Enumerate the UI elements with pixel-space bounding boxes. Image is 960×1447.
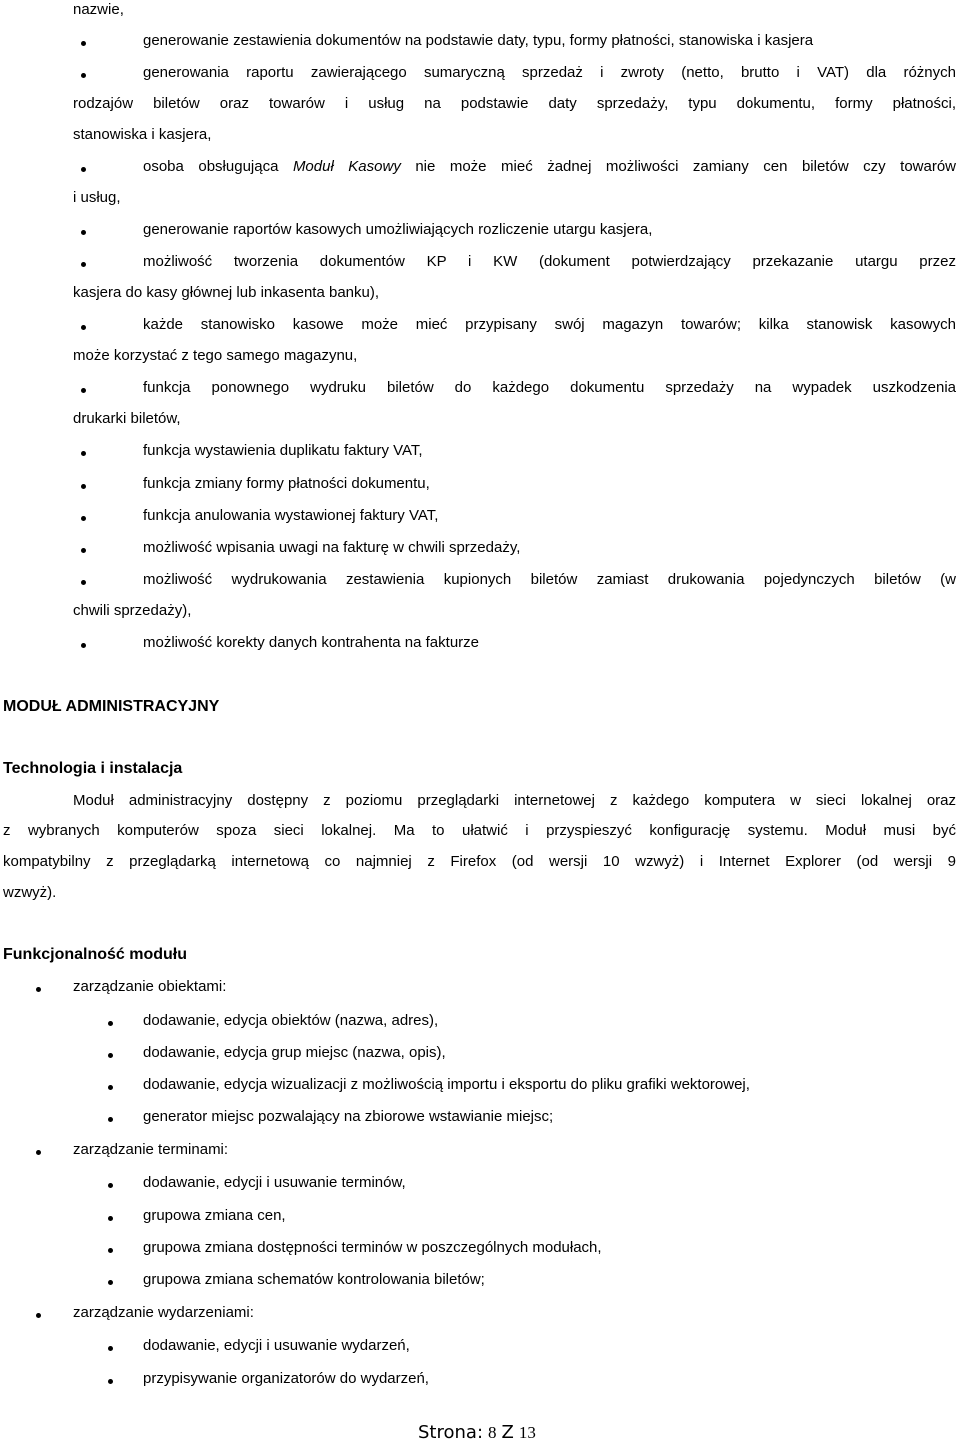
bullet-icon xyxy=(81,388,86,393)
bullet-icon xyxy=(81,73,86,78)
bullet-icon xyxy=(108,1053,113,1058)
list-item: funkcja ponownego wydruku biletów do każdego dokumentu sprzedaży na wypadek uszkodzenia xyxy=(143,379,956,396)
list-item: generowanie zestawienia dokumentów na podstawie daty, typu, formy płatności, stanowiska i kasjera xyxy=(143,32,814,49)
bullet-icon xyxy=(81,580,86,585)
list-item: generator miejsc pozwalający na zbiorowe wstawianie miejsc; xyxy=(143,1108,554,1125)
list-item: grupowa zmiana schematów kontrolowania biletów; xyxy=(143,1271,485,1288)
list-item-continuation: kasjera do kasy głównej lub inkasenta banku), xyxy=(73,284,380,301)
list-item: dodawanie, edycja grup miejsc (nazwa, opis), xyxy=(143,1044,446,1061)
bullet-icon xyxy=(81,548,86,553)
list-item: dodawanie, edycji i usuwanie terminów, xyxy=(143,1174,406,1191)
bullet-icon xyxy=(108,1248,113,1253)
bullet-icon xyxy=(36,1313,41,1318)
paragraph-line: z wybranych komputerów spoza sieci lokalnej. Ma to ułatwić i przyspieszyć konfigurację systemu. Moduł musi być xyxy=(3,822,956,839)
bullet-icon xyxy=(81,484,86,489)
section-title: MODUŁ ADMINISTRACYJNY xyxy=(3,698,220,715)
bullet-icon xyxy=(81,516,86,521)
footer-page-number: 8 xyxy=(488,1423,497,1442)
list-item: możliwość wpisania uwagi na fakturę w chwili sprzedaży, xyxy=(143,539,521,556)
list-item-continuation: chwili sprzedaży), xyxy=(73,602,192,619)
list-item: generowanie raportów kasowych umożliwiających rozliczenie utargu kasjera, xyxy=(143,221,653,238)
footer-separator: Z xyxy=(501,1422,514,1443)
list-item: funkcja anulowania wystawionej faktury VAT, xyxy=(143,507,439,524)
list-item: dodawanie, edycja obiektów (nazwa, adres), xyxy=(143,1012,439,1029)
list-item: grupowa zmiana dostępności terminów w poszczególnych modułach, xyxy=(143,1239,602,1256)
bullet-icon xyxy=(81,41,86,46)
bullet-icon xyxy=(108,1117,113,1122)
list-item: funkcja wystawienia duplikatu faktury VAT, xyxy=(143,442,423,459)
bullet-icon xyxy=(108,1346,113,1351)
list-item-continuation: może korzystać z tego samego magazynu, xyxy=(73,347,358,364)
group-title: zarządzanie wydarzeniami: xyxy=(73,1304,254,1321)
bullet-icon xyxy=(108,1021,113,1026)
module-name-emphasis: Moduł Kasowy xyxy=(292,158,401,175)
footer-label: Strona: xyxy=(418,1422,484,1443)
intro-word: nazwie, xyxy=(73,1,124,18)
list-item-continuation: drukarki biletów, xyxy=(73,410,181,427)
list-item: osoba obsługująca Moduł Kasowy nie może mieć żadnej możliwości zamiany cen biletów czy towarów xyxy=(143,158,957,175)
list-item: każde stanowisko kasowe może mieć przypisany swój magazyn towarów; kilka stanowisk kasowych xyxy=(143,316,956,333)
bullet-icon xyxy=(108,1379,113,1384)
bullet-icon xyxy=(108,1280,113,1285)
bullet-icon xyxy=(81,230,86,235)
list-item: możliwość tworzenia dokumentów KP i KW (dokument potwierdzający przekazanie utargu przez xyxy=(143,253,956,270)
bullet-icon xyxy=(108,1216,113,1221)
list-item-continuation: stanowiska i kasjera, xyxy=(73,126,212,143)
bullet-icon xyxy=(36,987,41,992)
list-item: możliwość korekty danych kontrahenta na fakturze xyxy=(143,634,479,651)
list-item: dodawanie, edycji i usuwanie wydarzeń, xyxy=(143,1337,410,1354)
bullet-icon xyxy=(81,451,86,456)
list-item: dodawanie, edycja wizualizacji z możliwością importu i eksportu do pliku grafiki wektorowej, xyxy=(143,1076,750,1093)
bullet-icon xyxy=(81,262,86,267)
list-item: funkcja zmiany formy płatności dokumentu, xyxy=(143,475,430,492)
list-item: przypisywanie organizatorów do wydarzeń, xyxy=(143,1370,429,1387)
footer-page-total: 13 xyxy=(518,1423,536,1442)
bullet-icon xyxy=(36,1150,41,1155)
bullet-icon xyxy=(81,167,86,172)
paragraph-line: kompatybilny z przeglądarką internetową co najmniej z Firefox (od wersji 10 wzwyż) i Internet Explorer (od wersji 9 xyxy=(3,853,956,870)
bullet-icon xyxy=(108,1183,113,1188)
list-item: grupowa zmiana cen, xyxy=(143,1207,286,1224)
page-footer xyxy=(418,1418,536,1447)
paragraph-line: Moduł administracyjny dostępny z poziomu przeglądarki internetowej z każdego komputera w sieci lokalnej oraz xyxy=(73,792,956,809)
bullet-icon xyxy=(81,643,86,648)
list-item: generowania raportu zawierającego sumaryczną sprzedaż i zwroty (netto, brutto i VAT) dla różnych xyxy=(143,64,956,81)
tech-heading: Technologia i instalacja xyxy=(3,760,183,777)
paragraph-line: wzwyż). xyxy=(3,884,57,901)
group-title: zarządzanie obiektami: xyxy=(73,978,227,995)
group-title: zarządzanie terminami: xyxy=(73,1141,229,1158)
list-item-continuation: rodzajów biletów oraz towarów i usług na podstawie daty sprzedaży, typu dokumentu, formy płatności, xyxy=(73,95,956,112)
bullet-icon xyxy=(81,325,86,330)
bullet-icon xyxy=(108,1085,113,1090)
func-heading: Funkcjonalność modułu xyxy=(3,946,188,963)
list-item: możliwość wydrukowania zestawienia kupionych biletów zamiast drukowania pojedynczych biletów (w xyxy=(143,571,956,588)
list-item-continuation: i usług, xyxy=(73,189,121,206)
